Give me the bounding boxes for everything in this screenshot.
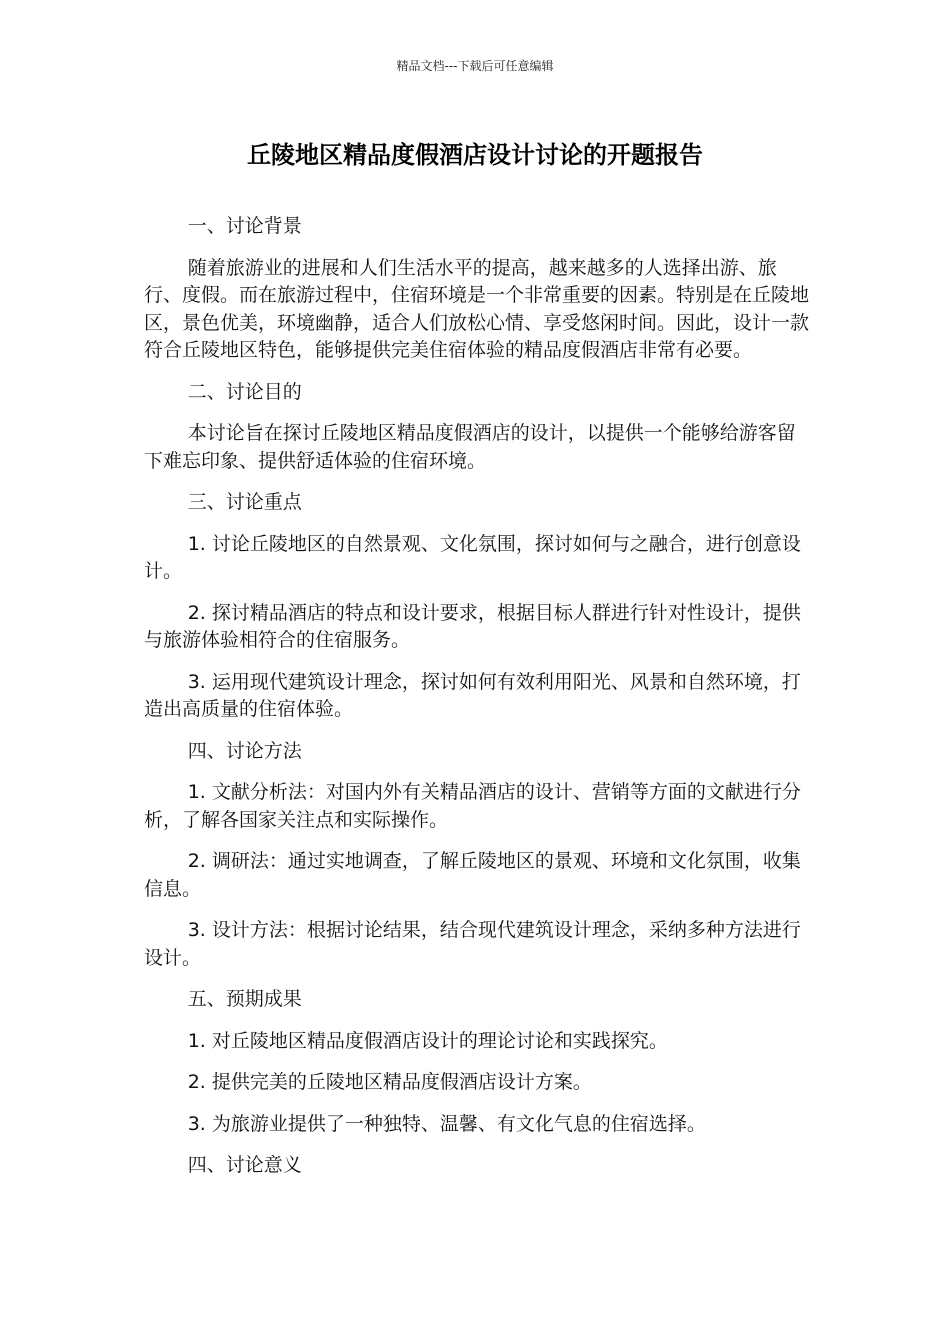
focus-item-3: 3. 运用现代建筑设计理念，探讨如何有效利用阳光、风景和自然环境，打造出高质量的住宿体验。 xyxy=(144,670,801,720)
outcome-item-3: 3. 为旅游业提供了一种独特、温馨、有文化气息的住宿选择。 xyxy=(187,1112,706,1135)
document-title: 丘陵地区精品度假酒店设计讨论的开题报告 xyxy=(247,141,703,169)
section-heading-focus: 三、讨论重点 xyxy=(187,491,302,513)
method-item-3: 3. 设计方法：根据讨论结果，结合现代建筑设计理念，采纳多种方法进行设计。 xyxy=(144,919,801,969)
section-heading-significance: 四、讨论意义 xyxy=(187,1154,302,1176)
document-body xyxy=(144,213,810,1194)
page-header: 精品文档---下载后可任意编辑 xyxy=(396,59,554,73)
background-paragraph: 随着旅游业的进展和人们生活水平的提高，越来越多的人选择出游、旅行、度假。而在旅游过程中，住宿环境是一个非常重要的因素。特别是在丘陵地区，景色优美，环境幽静，适合人们放松心情、享受悠闲时间。因此，设计一款符合丘陵地区特色，能够提供完美住宿体验的精品度假酒店非常有必要。 xyxy=(144,256,810,361)
section-heading-methods: 四、讨论方法 xyxy=(187,739,302,762)
focus-item-1: 1. 讨论丘陵地区的自然景观、文化氛围，探讨如何与之融合，进行创意设计。 xyxy=(144,532,801,582)
purpose-paragraph: 本讨论旨在探讨丘陵地区精品度假酒店的设计，以提供一个能够给游客留下难忘印象、提供舒适体验的住宿环境。 xyxy=(144,422,796,472)
outcome-item-1: 1. 对丘陵地区精品度假酒店设计的理论讨论和实践探究。 xyxy=(187,1029,668,1052)
focus-item-2: 2. 探讨精品酒店的特点和设计要求，根据目标人群进行针对性设计，提供与旅游体验相符合的住宿服务。 xyxy=(144,601,801,651)
outcome-item-2: 2. 提供完美的丘陵地区精品度假酒店设计方案。 xyxy=(187,1071,592,1093)
method-item-2: 2. 调研法：通过实地调查，了解丘陵地区的景观、环境和文化氛围，收集信息。 xyxy=(144,850,801,900)
section-heading-purpose: 二、讨论目的 xyxy=(187,380,302,403)
section-heading-outcomes: 五、预期成果 xyxy=(187,988,302,1010)
method-item-1: 1. 文献分析法：对国内外有关精品酒店的设计、营销等方面的文献进行分析，了解各国家关注点和实际操作。 xyxy=(144,781,801,831)
section-heading-background: 一、讨论背景 xyxy=(187,215,302,237)
